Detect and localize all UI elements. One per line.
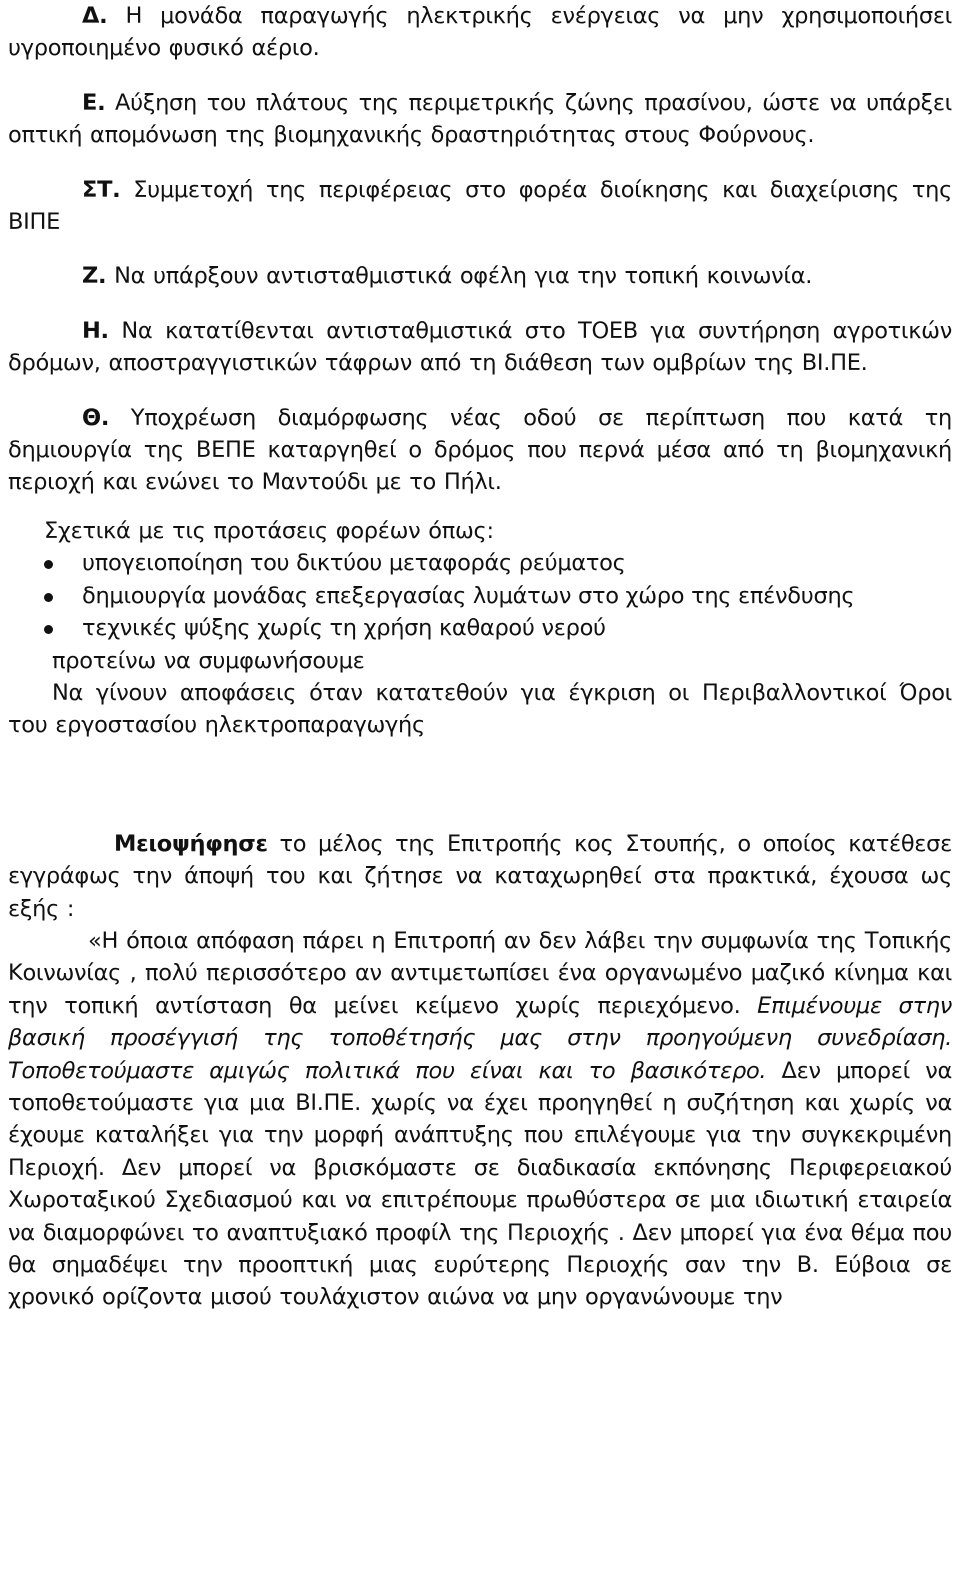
proposals-list (8, 547, 952, 644)
list-item: τεχνικές ψύξης χωρίς τη χρήση καθαρού νερού (8, 612, 952, 644)
item-e (8, 87, 952, 152)
list-item: υπογειοποίηση του δικτύου μεταφοράς ρεύματος (8, 547, 952, 579)
item-d (8, 0, 952, 65)
item-label: Ε. (82, 89, 106, 116)
item-label: Η. (82, 317, 109, 344)
list-item: δημιουργία μονάδας επεξεργασίας λυμάτων στο χώρο της επένδυσης (8, 580, 952, 612)
item-z (8, 260, 952, 292)
agree-line: προτείνω να συμφωνήσουμε (52, 647, 365, 674)
item-text: Να υπάρξουν αντισταθμιστικά οφέλη για την τοπική κοινωνία. (106, 263, 813, 290)
dissent-intro: το μέλος της Επιτροπής κος Στουπής, ο οποίος κατέθεσε εγγράφως την άποψή του και ζήτησε να καταχωρηθεί στα πρακτικά, έχουσα ως εξής : (8, 830, 952, 922)
dissent-quote (8, 925, 952, 1314)
item-h (8, 315, 952, 380)
item-th (8, 402, 952, 499)
bullet-icon (44, 593, 53, 602)
quote-text-italic: Επιμένουμε στην βασική προσέγγισή της τοποθέτησής μας στην προηγούμενη συνεδρίαση. Τοποθετούμαστε αμιγώς πολιτικά που είναι και το βασικότερο. (8, 992, 952, 1084)
bullet-icon (44, 560, 53, 569)
item-label: Ζ. (82, 263, 107, 290)
dissent-lead: Μειοψήφησε (114, 830, 268, 857)
item-text: Αύξηση του πλάτους της περιμετρικής ζώνης πρασίνου, ώστε να υπάρξει οπτική απομόνωση της βιομηχανικής δραστηριότητας στους Φούρνους. (8, 89, 952, 149)
quote-text-2: Δεν μπορεί να τοποθετούμαστε για μια ΒΙ.ΠΕ. χωρίς να έχει προηγηθεί η συζήτηση και χωρίς να έχουμε καταλήξει για την μορφή ανάπτυξης που επιλέγουμε για την συγκεκριμένη Περιοχή. Δεν μπορεί να βρισκόμαστε σε διαδικασία εκπόνησης Περιφερειακού Χωροταξικού Σχεδιασμού και να επιτρέπουμε πρωθύστερα σε μια ιδιωτική εταιρεία να διαμορφώνει το αναπτυξιακό προφίλ της Περιοχής . Δεν μπορεί για ένα θέμα που θα σημαδέψει την προοπτική μιας ευρύτερης Περιοχής σαν την Β. Εύβοια σε χρονικό ορίζοντα μισού τουλάχιστον αιώνα να μην οργανώνουμε την (8, 1057, 952, 1311)
item-label: Θ. (82, 404, 110, 431)
dissent-paragraph (8, 828, 952, 925)
item-text: Υποχρέωση διαμόρφωσης νέας οδού σε περίπτωση που κατά τη δημιουργία της ΒΕΠΕ καταργηθεί ο δρόμος που περνά μέσα από τη βιομηχανική περιοχή και ενώνει το Μαντούδι με το Πήλι. (8, 404, 952, 496)
item-text: Συμμετοχή της περιφέρειας στο φορέα διοίκησης και διαχείρισης της ΒΙΠΕ (8, 176, 952, 236)
proposals-intro: Σχετικά με τις προτάσεις φορέων όπως: (44, 517, 494, 544)
item-label: Δ. (82, 3, 108, 29)
item-st (8, 174, 952, 239)
decision-text: Να γίνουν αποφάσεις όταν κατατεθούν για έγκριση οι Περιβαλλοντικοί Όροι του εργοστασίου ηλεκτροπαραγωγής (8, 679, 952, 739)
item-text: Η μονάδα παραγωγής ηλεκτρικής ενέργειας να μην χρησιμοποιήσει υγροποιημένο φυσικό αέριο. (8, 3, 952, 62)
document-page (8, 0, 952, 1314)
item-text: Να κατατίθενται αντισταθμιστικά στο ΤΟΕΒ για συντήρηση αγροτικών δρόμων, αποστραγγιστικών τάφρων από τη διάθεση των ομβρίων της ΒΙ.ΠΕ. (8, 317, 952, 377)
bullet-icon (44, 625, 53, 634)
item-label: ΣΤ. (82, 176, 121, 203)
quote-text-1: «Η όποια απόφαση πάρει η Επιτροπή αν δεν λάβει την συμφωνία της Τοπικής Κοινωνίας , πολύ περισσότερο αν αντιμετωπίσει ένα οργανωμένο μαζικό κίνημα και την τοπική αντίσταση θα μείνει κείμενο χωρίς περιεχόμενο. (8, 927, 952, 1019)
